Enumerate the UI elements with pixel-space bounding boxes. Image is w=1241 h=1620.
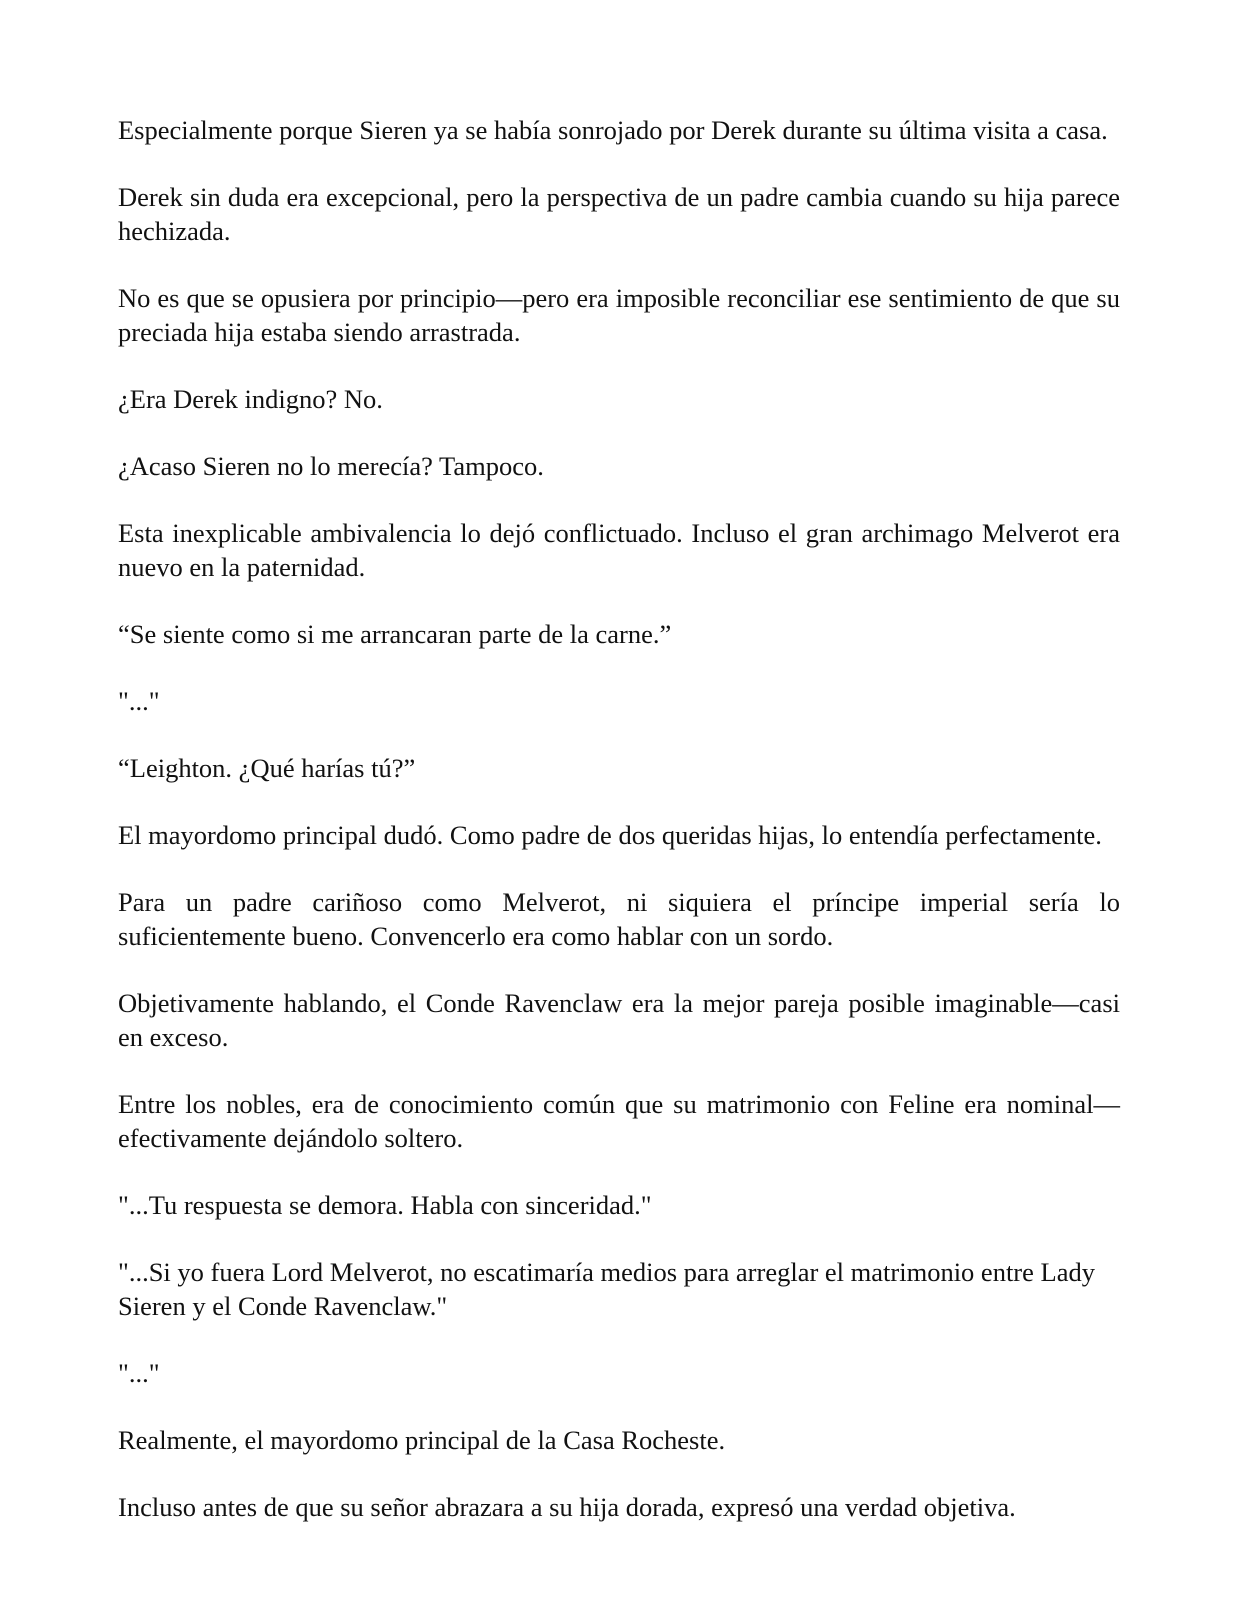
paragraph: ¿Acaso Sieren no lo merecía? Tampoco. bbox=[118, 451, 544, 481]
paragraph: No es que se opusiera por principio—pero era imposible reconciliar ese sentimiento de que su preciada hija estaba siendo arrastrada. bbox=[118, 283, 1120, 347]
dialogue-line: “Leighton. ¿Qué harías tú?” bbox=[118, 753, 416, 783]
dialogue-line: “Se siente como si me arrancaran parte de la carne.” bbox=[118, 619, 672, 649]
paragraph: Especialmente porque Sieren ya se había sonrojado por Derek durante su última visita a casa. bbox=[118, 115, 1108, 145]
paragraph: ¿Era Derek indigno? No. bbox=[118, 384, 383, 414]
paragraph: Realmente, el mayordomo principal de la Casa Rocheste. bbox=[118, 1425, 726, 1455]
paragraph: Incluso antes de que su señor abrazara a su hija dorada, expresó una verdad objetiva. bbox=[118, 1492, 1016, 1522]
dialogue-line: "..." bbox=[118, 1358, 160, 1388]
paragraph: El mayordomo principal dudó. Como padre de dos queridas hijas, lo entendía perfectamente. bbox=[118, 820, 1102, 850]
paragraph: Objetivamente hablando, el Conde Ravenclaw era la mejor pareja posible imaginable—casi en exceso. bbox=[118, 988, 1120, 1052]
document-page bbox=[118, 113, 1120, 1524]
dialogue-line: "..." bbox=[118, 686, 160, 716]
paragraph: Para un padre cariñoso como Melverot, ni siquiera el príncipe imperial sería lo suficientemente bueno. Convencerlo era como hablar con un sordo. bbox=[118, 887, 1120, 951]
paragraph: Derek sin duda era excepcional, pero la perspectiva de un padre cambia cuando su hija parece hechizada. bbox=[118, 182, 1120, 246]
dialogue-line: "...Si yo fuera Lord Melverot, no escatimaría medios para arreglar el matrimonio entre Lady Sieren y el Conde Ravenclaw." bbox=[118, 1257, 1095, 1321]
paragraph: Esta inexplicable ambivalencia lo dejó conflictuado. Incluso el gran archimago Melverot era nuevo en la paternidad. bbox=[118, 518, 1120, 582]
paragraph: Entre los nobles, era de conocimiento común que su matrimonio con Feline era nominal—efectivamente dejándolo soltero. bbox=[118, 1089, 1120, 1153]
dialogue-line: "...Tu respuesta se demora. Habla con sinceridad." bbox=[118, 1190, 652, 1220]
